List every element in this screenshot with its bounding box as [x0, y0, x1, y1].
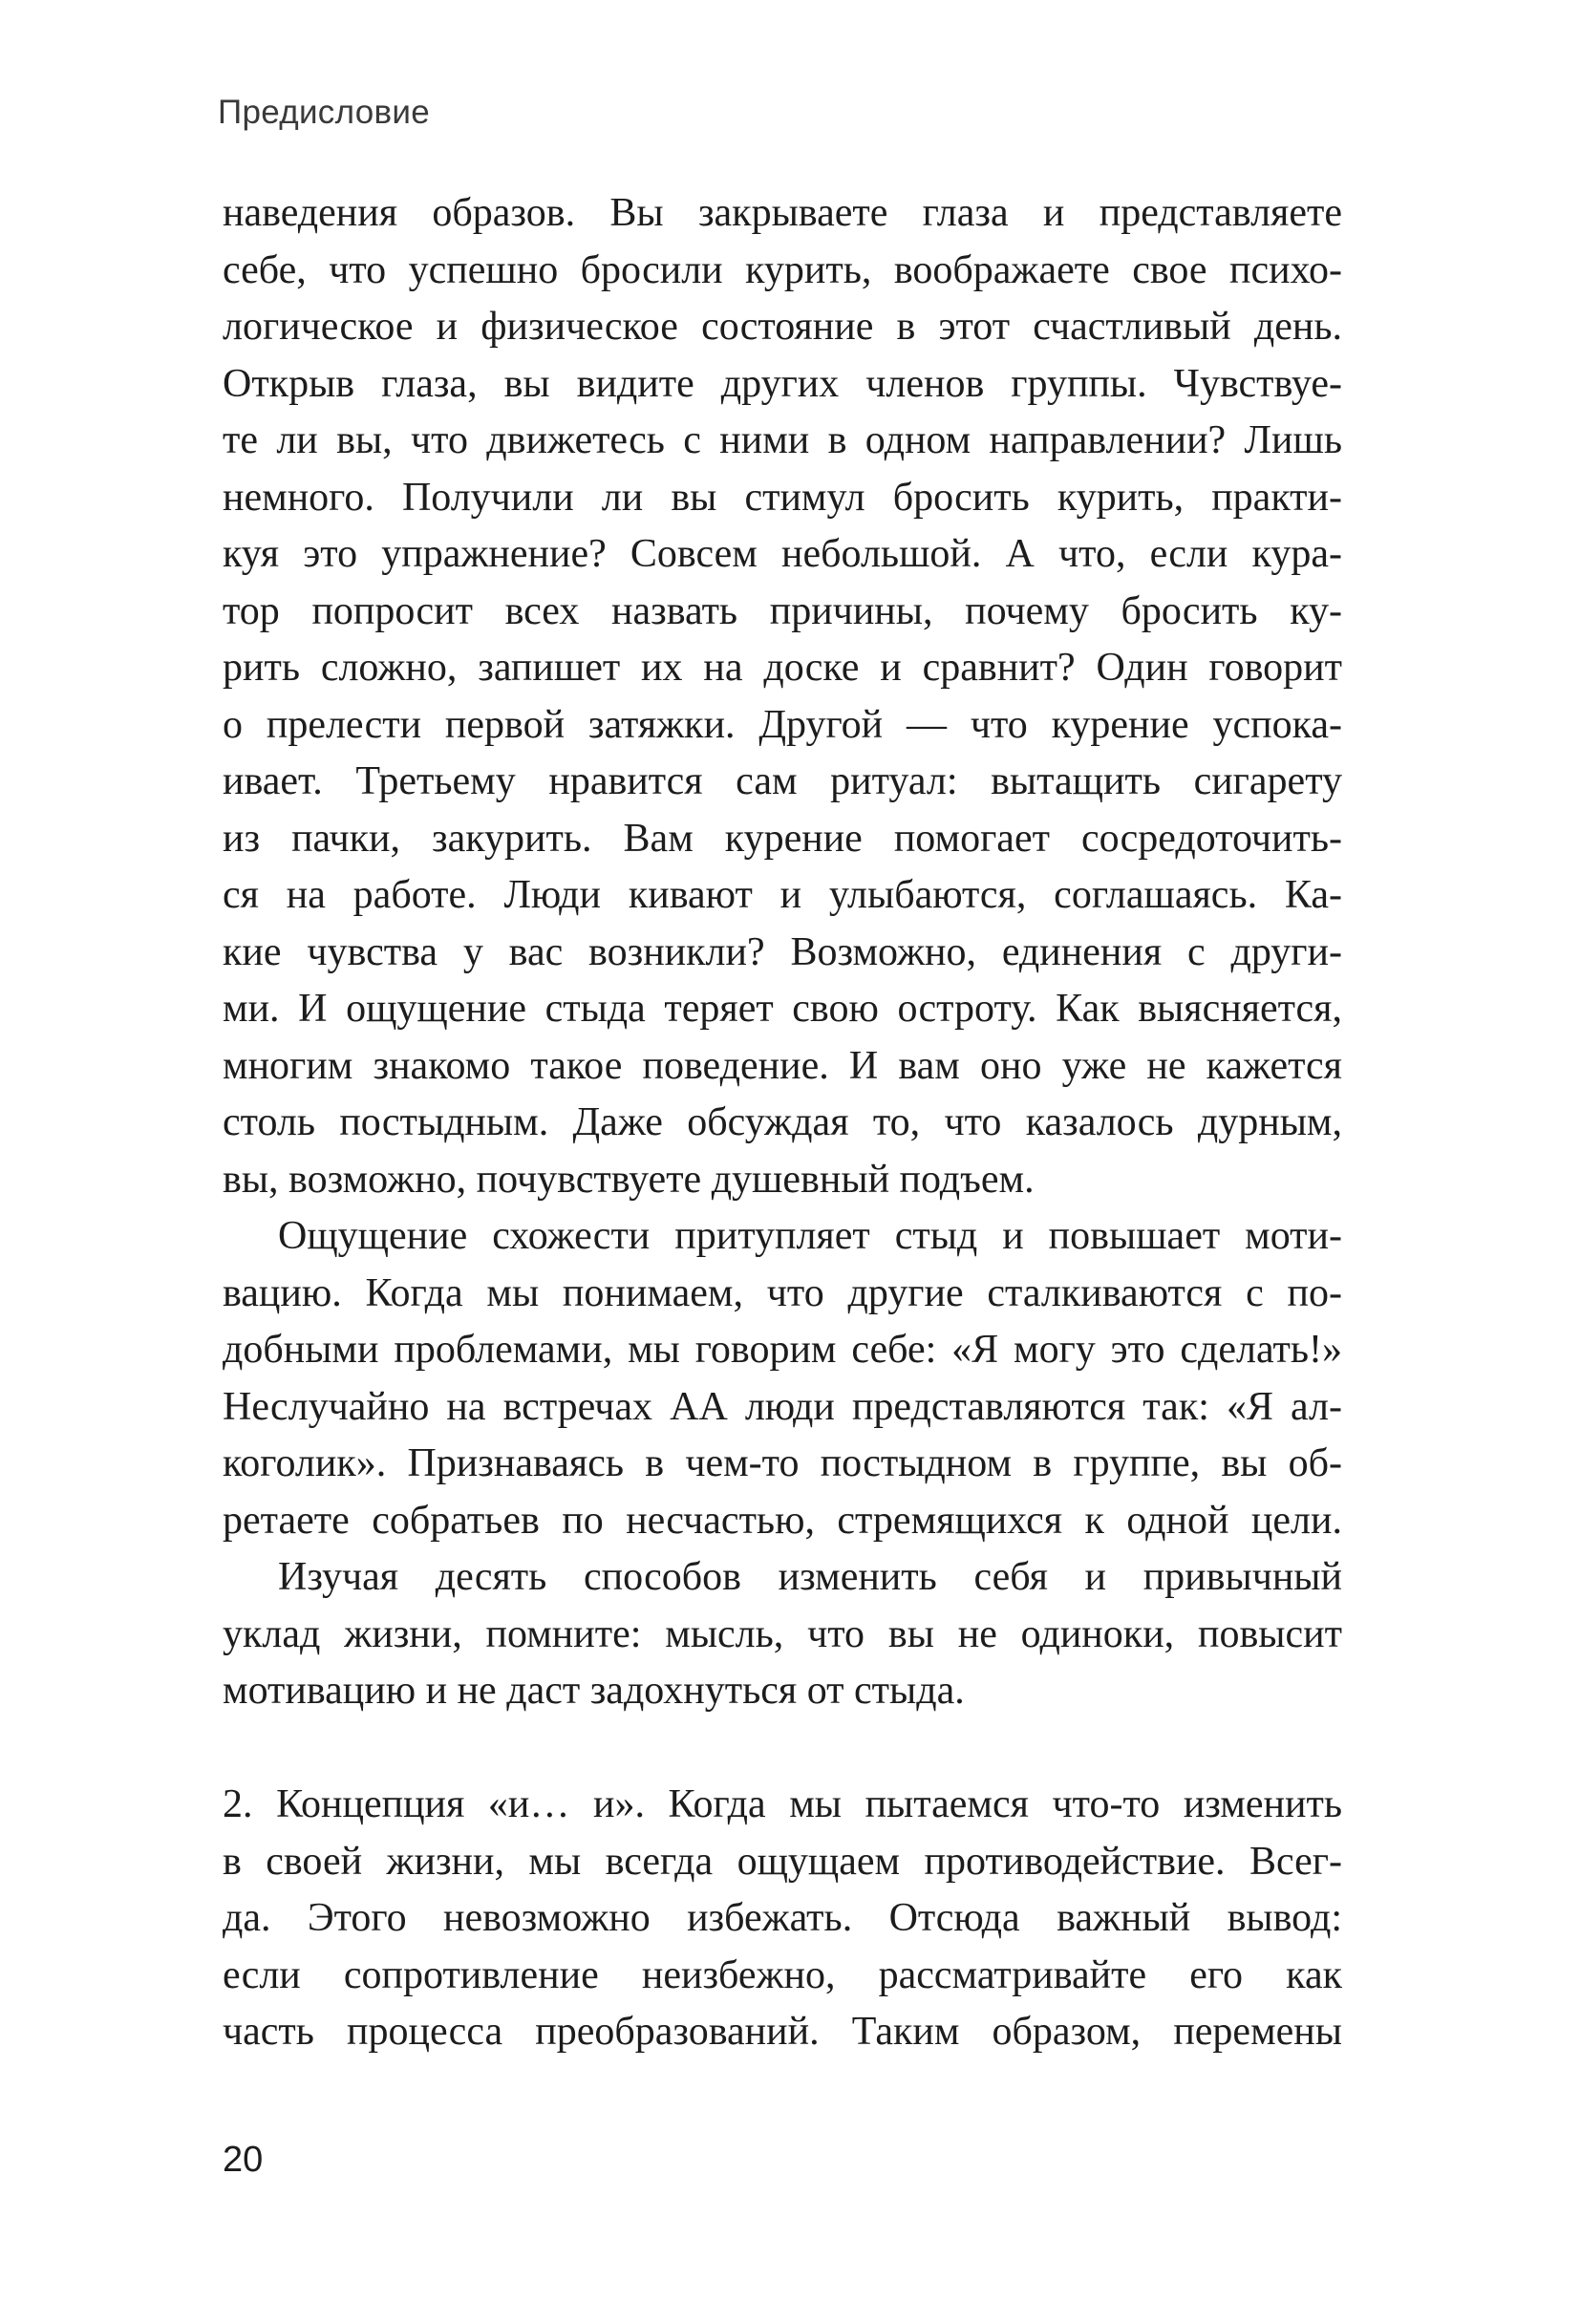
text-line: 2. Концепция «и… и». Когда мы пытаемся что-то изменить	[223, 1782, 1342, 1826]
text-line: часть процесса преобразований. Таким образом, перемены	[223, 2010, 1342, 2054]
text-line: ивает. Третьему нравится сам ритуал: вытащить сигарету	[223, 759, 1342, 803]
paragraph	[223, 1777, 1342, 2061]
text-line: вацию. Когда мы понимаем, что другие сталкиваются с по-	[223, 1270, 1342, 1315]
page-number: 20	[223, 2140, 264, 2180]
paragraph	[223, 185, 1342, 1208]
text-line: ретаете собратьев по несчастью, стремящихся к одной цели.	[223, 1498, 1342, 1543]
page-body-text	[223, 185, 1342, 2061]
text-line: рить сложно, запишет их на доске и сравнит? Один говорит	[223, 646, 1342, 690]
text-line: Изучая десять способов изменить себя и привычный	[278, 1555, 1342, 1599]
text-line: немного. Получили ли вы стимул бросить курить, практи-	[223, 475, 1342, 520]
text-line: добными проблемами, мы говорим себе: «Я могу это сделать!»	[223, 1328, 1342, 1372]
text-line: наведения образов. Вы закрываете глаза и представляете	[223, 191, 1342, 235]
text-line: коголик». Признаваясь в чем-то постыдном в группе, вы об-	[223, 1441, 1342, 1485]
text-line: если сопротивление неизбежно, рассматривайте его как	[223, 1952, 1342, 1997]
text-line: многим знакомо такое поведение. И вам оно уже не кажется	[223, 1043, 1342, 1088]
paragraph	[223, 1208, 1342, 1549]
text-line: из пачки, закурить. Вам курение помогает сосредоточить-	[223, 816, 1342, 861]
text-line: кие чувства у вас возникли? Возможно, единения с други-	[223, 929, 1342, 974]
text-line: уклад жизни, помните: мысль, что вы не одиноки, повысит	[223, 1611, 1342, 1656]
text-line: Неслучайно на встречах АА люди представляются так: «Я ал-	[223, 1384, 1342, 1429]
text-line: себе, что успешно бросили курить, воображаете свое психо-	[223, 247, 1342, 292]
text-line: Ощущение схожести притупляет стыд и повышает моти-	[278, 1214, 1342, 1258]
text-line: ся на работе. Люди кивают и улыбаются, соглашаясь. Ка-	[223, 873, 1342, 917]
paragraph	[223, 1549, 1342, 1720]
text-line: логическое и физическое состояние в этот счастливый день.	[223, 305, 1342, 349]
text-line: вы, возможно, почувствуете душевный подъем.	[223, 1157, 1035, 1202]
text-line: о прелести первой затяжки. Другой — что курение успока-	[223, 702, 1342, 747]
text-line: столь постыдным. Даже обсуждая то, что казалось дурным,	[223, 1100, 1342, 1144]
text-line: да. Этого невозможно избежать. Отсюда важный вывод:	[223, 1896, 1342, 1940]
text-line: мотивацию и не даст задохнуться от стыда.	[223, 1669, 965, 1713]
section-spacer	[223, 1720, 1342, 1778]
text-line: куя это упражнение? Совсем небольшой. А что, если кура-	[223, 532, 1342, 576]
text-line: Открыв глаза, вы видите других членов группы. Чувствуе-	[223, 361, 1342, 406]
text-line: тор попросит всех назвать причины, почему бросить ку-	[223, 588, 1342, 633]
running-header: Предисловие	[218, 94, 430, 131]
text-line: в своей жизни, мы всегда ощущаем противодействие. Всег-	[223, 1839, 1342, 1884]
text-line: ми. И ощущение стыда теряет свою остроту. Как выясняется,	[223, 987, 1342, 1031]
text-line: те ли вы, что движетесь с ними в одном направлении? Лишь	[223, 418, 1342, 462]
